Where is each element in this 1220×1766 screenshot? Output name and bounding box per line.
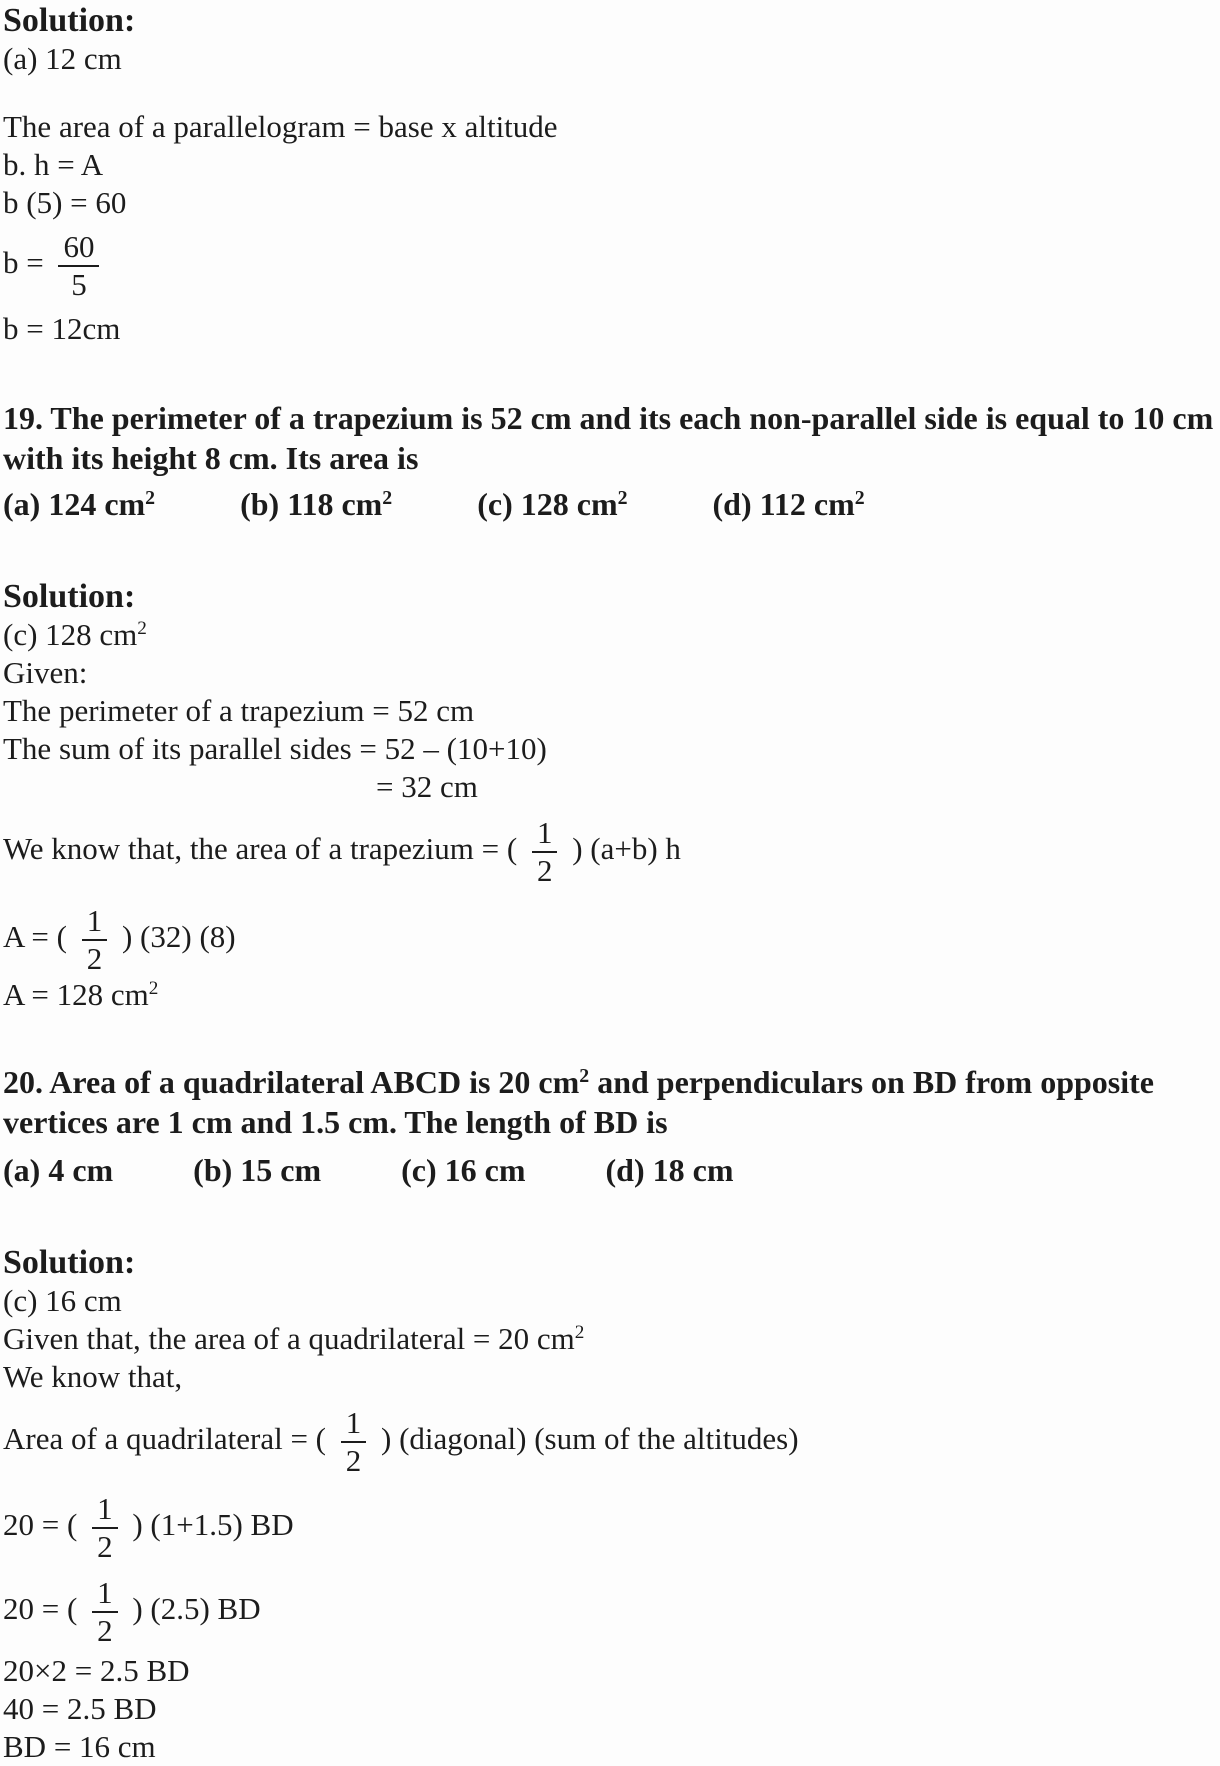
option-c-superscript: 2 [617,487,628,510]
question-20-section [3,1062,1220,1190]
answer-superscript: 2 [137,618,147,640]
fraction-denominator: 2 [345,1443,362,1478]
fraction-denominator: 2 [97,1529,113,1564]
solution-19-calc-equation [3,904,1220,976]
option-d [713,486,865,522]
fraction [92,1492,118,1564]
equation-suffix: ) (1+1.5) BD [124,1507,294,1543]
option-d: (d) 18 cm [605,1152,734,1188]
option-c [477,486,627,522]
option-d-superscript: 2 [854,487,865,510]
option-a-superscript: 2 [145,487,156,510]
option-a: (a) 4 cm [3,1152,114,1188]
solution-20-step4: 40 = 2.5 BD [3,1691,157,1726]
option-b [240,486,392,522]
solution-19-given2: The sum of its parallel sides = 52 – (10+10) [3,731,547,766]
equation-suffix: ) (32) (8) [114,919,236,955]
equation-prefix: We know that, the area of a trapezium = ( [3,831,525,867]
question-20-text [3,1062,1220,1142]
fraction-numerator: 60 [58,230,99,267]
given-superscript: 2 [574,1322,585,1344]
solution-20-step1-equation [3,1492,1220,1564]
fraction-numerator: 1 [341,1406,367,1443]
solution-18-step2: b (5) = 60 [3,185,127,220]
fraction-numerator: 1 [92,1576,118,1613]
question-20-superscript: 2 [579,1065,590,1088]
question-20-part2: and perpendiculars on BD from opposite vertices are 1 cm and 1.5 cm. The length of BD is [3,1064,1154,1140]
option-d-label: (d) 112 cm [712,486,855,522]
solution-20-formula-equation [3,1406,1220,1478]
option-b: (b) 15 cm [193,1152,322,1188]
solution-18-fraction-equation [3,230,1220,302]
question-19-section [3,398,1220,524]
solution-20-step2-equation [3,1576,1220,1648]
fraction [92,1576,118,1648]
option-c-label: (c) 128 cm [477,486,618,522]
solution-19-given3: = 32 cm [376,769,478,804]
solution-19-result [3,976,1220,1014]
solution-20-given [3,1320,1220,1358]
solution-18-formula: The area of a parallelogram = base x altitude [3,109,558,144]
equation-suffix: ) (2.5) BD [124,1591,261,1627]
option-a-label: (a) 124 cm [3,486,146,522]
solutions-document [3,2,1220,1766]
solution-19-know-equation [3,816,1220,888]
result-text: A = 128 cm [3,977,149,1012]
fraction [82,904,108,976]
solution-18-heading: Solution: [3,2,136,39]
solution-19-heading: Solution: [3,578,136,615]
solution-19-given-label: Given: [3,655,88,690]
fraction [58,230,99,302]
option-b-superscript: 2 [382,487,393,510]
solution-18-step1: b. h = A [3,147,104,182]
fraction-numerator: 1 [92,1492,118,1529]
solution-20-heading: Solution: [3,1244,136,1281]
fraction-denominator: 2 [536,853,553,888]
fraction-numerator: 1 [82,904,108,941]
solution-20-know-label: We know that, [3,1359,183,1394]
solution-20-section [3,1244,1220,1766]
fraction [341,1406,367,1478]
option-a [3,486,155,522]
solution-19-section [3,578,1220,1014]
solution-20-answer: (c) 16 cm [3,1283,122,1318]
fraction-denominator: 5 [71,267,87,302]
solution-18-section [3,2,1220,348]
solution-18-answer: (a) 12 cm [3,41,122,76]
option-b-label: (b) 118 cm [240,486,383,522]
solution-19-answer [3,616,1220,654]
fraction [532,816,558,888]
equation-suffix: ) (diagonal) (sum of the altitudes) [373,1421,799,1457]
fraction-numerator: 1 [532,816,558,853]
question-19-options [3,484,1220,524]
option-c: (c) 16 cm [401,1152,526,1188]
equation-prefix: 20 = ( [3,1507,86,1543]
given-text: Given that, the area of a quadrilateral = 20 cm [3,1321,575,1356]
question-20-options [3,1150,1220,1190]
equation-prefix: b = [3,245,52,281]
question-19-text: 19. The perimeter of a trapezium is 52 cm and its each non-parallel side is equal to 10 cm with its height 8 cm. Its area is [3,400,1214,476]
solution-20-result: BD = 16 cm [3,1729,156,1764]
equation-prefix: A = ( [3,919,75,955]
solution-18-result: b = 12cm [3,311,121,346]
answer-text: (c) 128 cm [3,617,138,652]
fraction-denominator: 2 [97,1613,113,1648]
equation-prefix: 20 = ( [3,1591,86,1627]
fraction-denominator: 2 [86,941,103,976]
equation-suffix: ) (a+b) h [564,831,681,867]
question-20-part1: 20. Area of a quadrilateral ABCD is 20 cm [3,1064,580,1100]
equation-prefix: Area of a quadrilateral = ( [3,1421,334,1457]
solution-20-step3: 20×2 = 2.5 BD [3,1653,190,1688]
result-superscript: 2 [148,978,159,1000]
solution-19-given1: The perimeter of a trapezium = 52 cm [3,693,475,728]
